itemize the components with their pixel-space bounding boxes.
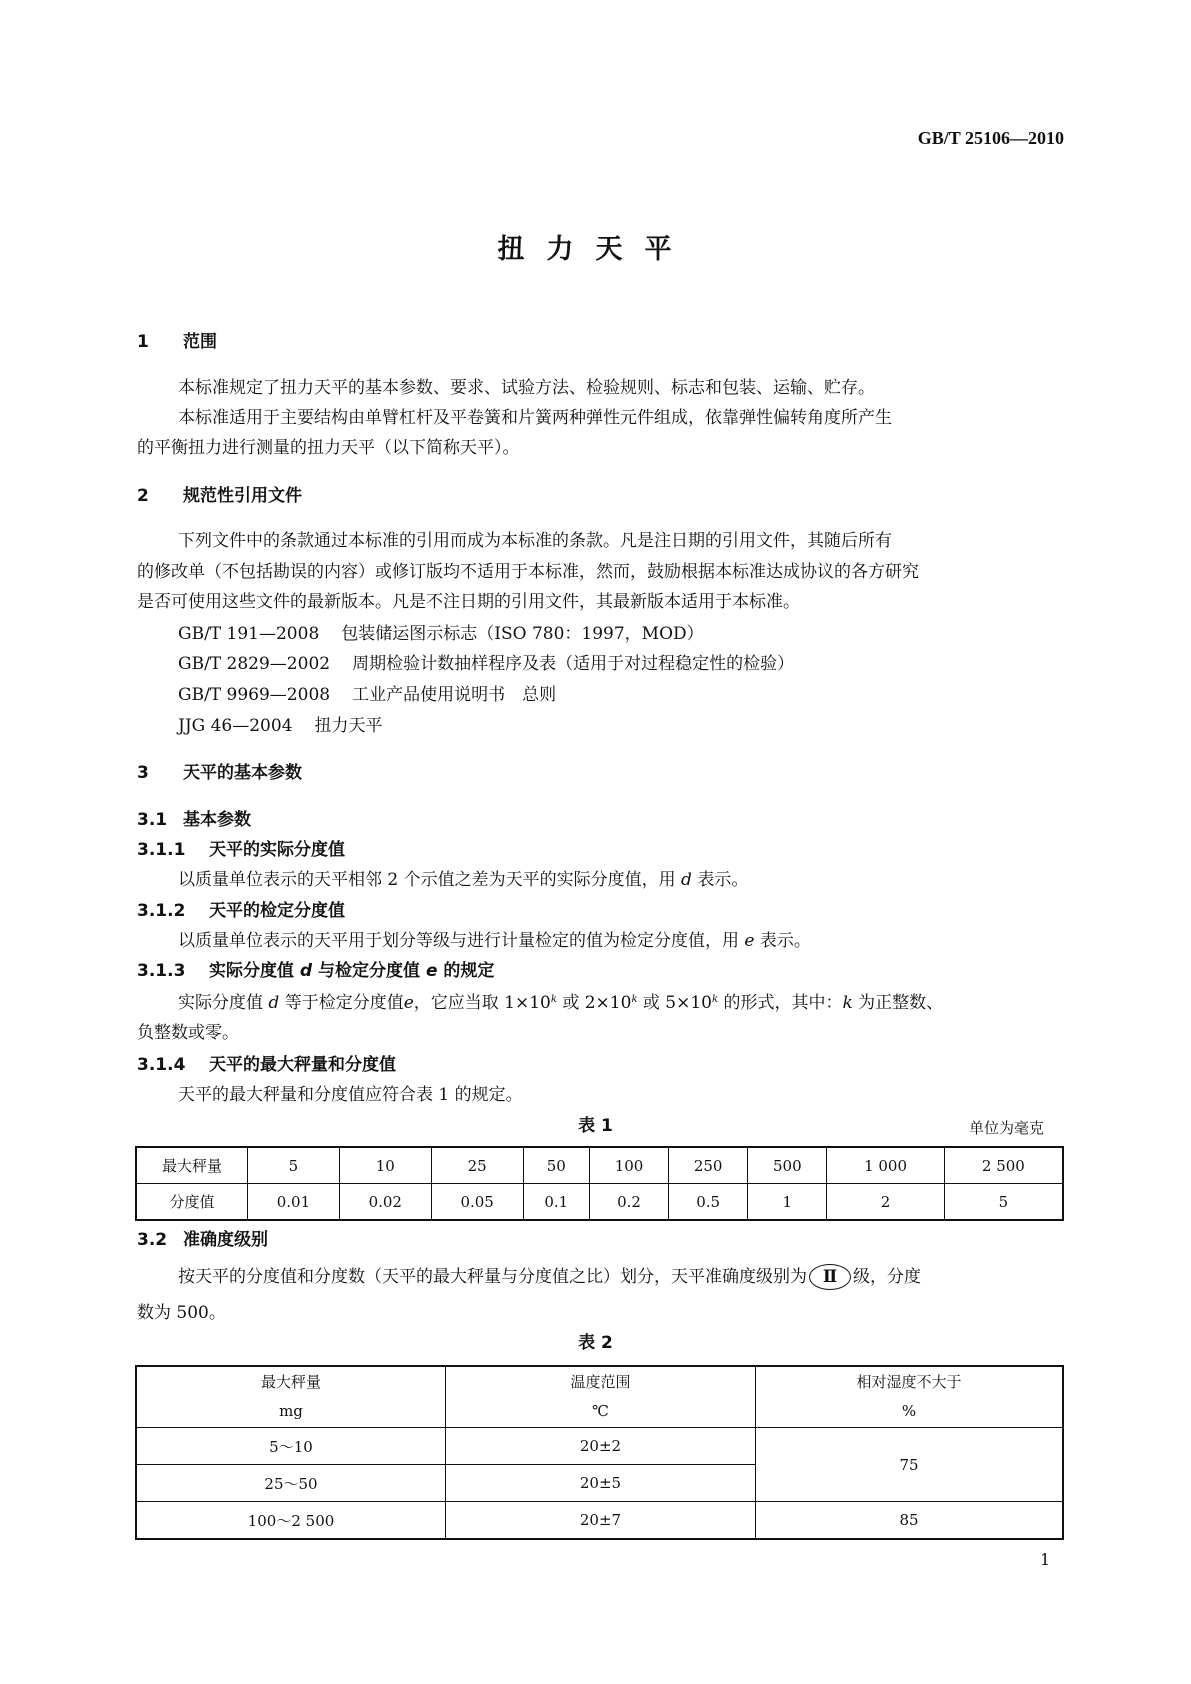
variable: k (842, 993, 853, 1013)
section-3-1-1-heading (137, 840, 345, 860)
row-header-cell: 最大秤量 (136, 1147, 248, 1184)
ref-title: 扭力天平 (314, 716, 383, 736)
section-number: 3.1 (137, 810, 168, 830)
text: 的规定 (443, 961, 495, 981)
text: 与检定分度值 (318, 961, 421, 981)
table-2-caption: 表 2 (578, 1333, 613, 1353)
reference-item (178, 654, 794, 674)
text: 或 2×10 (556, 993, 632, 1013)
section-number: 1 (137, 332, 149, 352)
ref-code: GB/T 191—2008 (178, 624, 320, 644)
section-2-heading (137, 486, 302, 506)
table-cell: 20±7 (446, 1502, 756, 1540)
table-row (136, 1502, 1063, 1540)
variable: d (268, 993, 280, 1013)
table-cell: 0.05 (431, 1184, 523, 1221)
variable: e (403, 993, 414, 1013)
section-title: 天平的基本参数 (183, 763, 302, 783)
text: 实际分度值 (209, 961, 294, 981)
section-number: 3.2 (137, 1230, 168, 1250)
table-header-row (136, 1366, 1063, 1428)
ref-code: GB/T 9969—2008 (178, 685, 331, 705)
variable: d (681, 870, 692, 890)
paragraph: 本标准适用于主要结构由单臂杠杆及平卷簧和片簧两种弹性元件组成，依靠弹性偏转角度所产生 (178, 408, 892, 428)
section-number: 3.1.4 (137, 1055, 186, 1075)
header-label: 相对湿度不大于 (856, 1373, 962, 1391)
paragraph: 的平衡扭力进行测量的扭力天平（以下简称天平）。 (137, 438, 520, 458)
header-cell (756, 1366, 1064, 1428)
section-title: 天平的最大秤量和分度值 (209, 1055, 396, 1075)
text: 表示。 (759, 931, 811, 951)
section-title: 范围 (183, 332, 217, 352)
table-cell: 25～50 (136, 1465, 446, 1502)
text: 级，分度 (853, 1267, 921, 1287)
table-1-unit: 单位为毫克 (968, 1119, 1044, 1137)
section-number: 2 (137, 486, 149, 506)
table-cell: 2 500 (944, 1147, 1063, 1184)
section-number: 3.1.1 (137, 840, 186, 860)
table-cell: 100～2 500 (136, 1502, 446, 1540)
paragraph: 数为 500。 (137, 1303, 226, 1323)
table-cell: 0.02 (339, 1184, 431, 1221)
text: 按天平的分度值和分度数（天平的最大秤量与分度值之比）划分，天平准确度级别为 (178, 1267, 807, 1287)
text: 以质量单位表示的天平相邻 2 个示值之差为天平的实际分度值，用 (178, 870, 676, 890)
section-title: 天平的实际分度值 (209, 840, 345, 860)
paragraph (178, 993, 943, 1013)
ref-code: JJG 46—2004 (178, 716, 293, 736)
text: 为正整数、 (852, 993, 944, 1013)
page-number: 1 (1040, 1550, 1051, 1569)
table-cell: 500 (748, 1147, 827, 1184)
table-1-caption: 表 1 (578, 1116, 613, 1136)
table-cell: 0.5 (669, 1184, 748, 1221)
variable: e (425, 961, 438, 981)
ref-title: 工业产品使用说明书 总则 (352, 685, 557, 705)
text: 的形式，其中： (718, 993, 843, 1013)
reference-item (178, 716, 383, 736)
reference-item (178, 685, 556, 705)
table-cell: 1 000 (827, 1147, 944, 1184)
header-label: 最大秤量 (260, 1373, 321, 1391)
table-cell: 5～10 (136, 1428, 446, 1465)
accuracy-grade-symbol: Ⅱ (809, 1264, 851, 1290)
section-title: 准确度级别 (183, 1230, 268, 1250)
header-unit: ℃ (592, 1402, 609, 1420)
table-2 (135, 1365, 1064, 1540)
paragraph: 下列文件中的条款通过本标准的引用而成为本标准的条款。凡是注日期的引用文件，其随后所有 (178, 531, 892, 551)
text: 等于检定分度值 (284, 993, 404, 1013)
table-cell: 20±5 (446, 1465, 756, 1502)
section-title: 基本参数 (183, 810, 251, 830)
table-cell: 50 (523, 1147, 589, 1184)
ref-title: 周期检验计数抽样程序及表（适用于对过程稳定性的检验） (352, 654, 795, 674)
table-cell: 5 (944, 1184, 1063, 1221)
header-unit: mg (279, 1402, 303, 1420)
ref-title: 包装储运图示标志（ISO 780：1997，MOD） (341, 624, 704, 644)
paragraph (178, 1264, 921, 1290)
table-cell: 1 (748, 1184, 827, 1221)
table-cell: 85 (756, 1502, 1064, 1540)
table-cell: 250 (669, 1147, 748, 1184)
header-label: 温度范围 (570, 1373, 631, 1391)
header-unit: % (901, 1402, 917, 1420)
text: 或 5×10 (637, 993, 712, 1013)
section-1-heading (137, 332, 217, 352)
section-3-heading (137, 763, 302, 783)
table-cell: 100 (589, 1147, 668, 1184)
section-number: 3.1.2 (137, 901, 186, 921)
section-3-2-heading (137, 1230, 268, 1250)
table-cell: 0.01 (248, 1184, 340, 1221)
table-cell: 20±2 (446, 1428, 756, 1465)
paragraph: 天平的最大秤量和分度值应符合表 1 的规定。 (178, 1085, 523, 1105)
header-cell (136, 1366, 446, 1428)
paragraph: 是否可使用这些文件的最新版本。凡是不注日期的引用文件，其最新版本适用于本标准。 (137, 592, 800, 612)
ref-code: GB/T 2829—2002 (178, 654, 331, 674)
header-cell (446, 1366, 756, 1428)
table-row (136, 1147, 1063, 1184)
section-title: 规范性引用文件 (183, 486, 302, 506)
reference-item (178, 624, 704, 644)
section-number: 3 (137, 763, 149, 783)
table-cell: 2 (827, 1184, 944, 1221)
page-title: 扭力天平 (497, 234, 694, 265)
table-row (136, 1184, 1063, 1221)
variable: d (299, 961, 313, 981)
paragraph: 负整数或零。 (137, 1023, 239, 1043)
text: 实际分度值 (178, 993, 263, 1013)
section-3-1-4-heading (137, 1055, 396, 1075)
table-cell: 0.2 (589, 1184, 668, 1221)
variable: e (744, 931, 755, 951)
variable: k (550, 994, 557, 1005)
table-1 (135, 1146, 1064, 1221)
table-cell: 75 (756, 1428, 1064, 1502)
table-cell: 25 (431, 1147, 523, 1184)
section-3-1-2-heading (137, 901, 345, 921)
paragraph: 本标准规定了扭力天平的基本参数、要求、试验方法、检验规则、标志和包装、运输、贮存。 (178, 378, 875, 398)
paragraph (178, 931, 811, 951)
standard-number: GB/T 25106—2010 (917, 128, 1064, 148)
paragraph (178, 870, 748, 890)
variable: k (631, 994, 638, 1005)
table-row (136, 1428, 1063, 1465)
table-cell: 10 (339, 1147, 431, 1184)
text: 表示。 (697, 870, 749, 890)
table-cell: 0.1 (523, 1184, 589, 1221)
section-3-1-heading (137, 810, 251, 830)
section-title: 天平的检定分度值 (209, 901, 345, 921)
text: ，它应当取 1×10 (413, 993, 551, 1013)
paragraph: 的修改单（不包括勘误的内容）或修订版均不适用于本标准，然而，鼓励根据本标准达成协议的各方研究 (137, 562, 919, 582)
text: 以质量单位表示的天平用于划分等级与进行计量检定的值为检定分度值，用 (178, 931, 739, 951)
section-3-1-3-heading (137, 961, 494, 981)
variable: k (712, 994, 719, 1005)
row-header-cell: 分度值 (136, 1184, 248, 1221)
table-cell: 5 (248, 1147, 340, 1184)
section-number: 3.1.3 (137, 961, 186, 981)
